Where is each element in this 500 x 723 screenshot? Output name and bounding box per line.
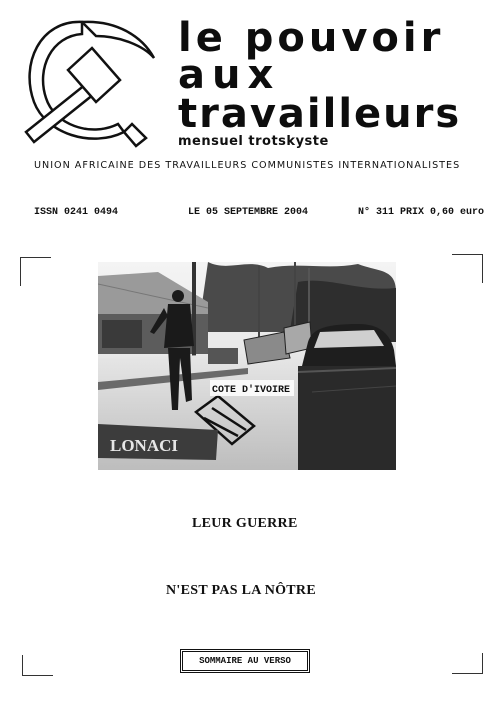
masthead-subtitle: mensuel trotskyste: [178, 134, 329, 149]
hammer-sickle-logo-icon: [20, 14, 170, 154]
masthead-line-3: travailleurs: [178, 91, 462, 137]
issn-number: ISSN 0241 0494: [34, 207, 119, 218]
sommaire-box: SOMMAIRE AU VERSO: [182, 651, 308, 671]
headline-line-2: N'EST PAS LA NÔTRE: [166, 583, 316, 598]
masthead-line-1: le pouvoir: [178, 15, 445, 61]
organization-name: UNION AFRICAINE DES TRAVAILLEURS COMMUNISTES INTERNATIONALISTES: [34, 160, 461, 171]
crop-mark-top-right: [452, 254, 483, 283]
masthead-line-2: aux: [178, 52, 281, 98]
crop-mark-bottom-left: [22, 655, 53, 676]
street-scene-photo: [98, 262, 396, 470]
crop-mark-bottom-right: [452, 653, 483, 674]
issue-date: LE 05 SEPTEMBRE 2004: [188, 207, 309, 218]
crop-mark-top-left: [20, 257, 51, 286]
issue-number-price: N° 311 PRIX 0,60 euro: [358, 207, 485, 218]
photo-location-label: COTE D'IVOIRE: [212, 385, 291, 396]
headline-line-1: LEUR GUERRE: [192, 516, 298, 531]
photo-sign-text: LONACI: [110, 436, 179, 455]
